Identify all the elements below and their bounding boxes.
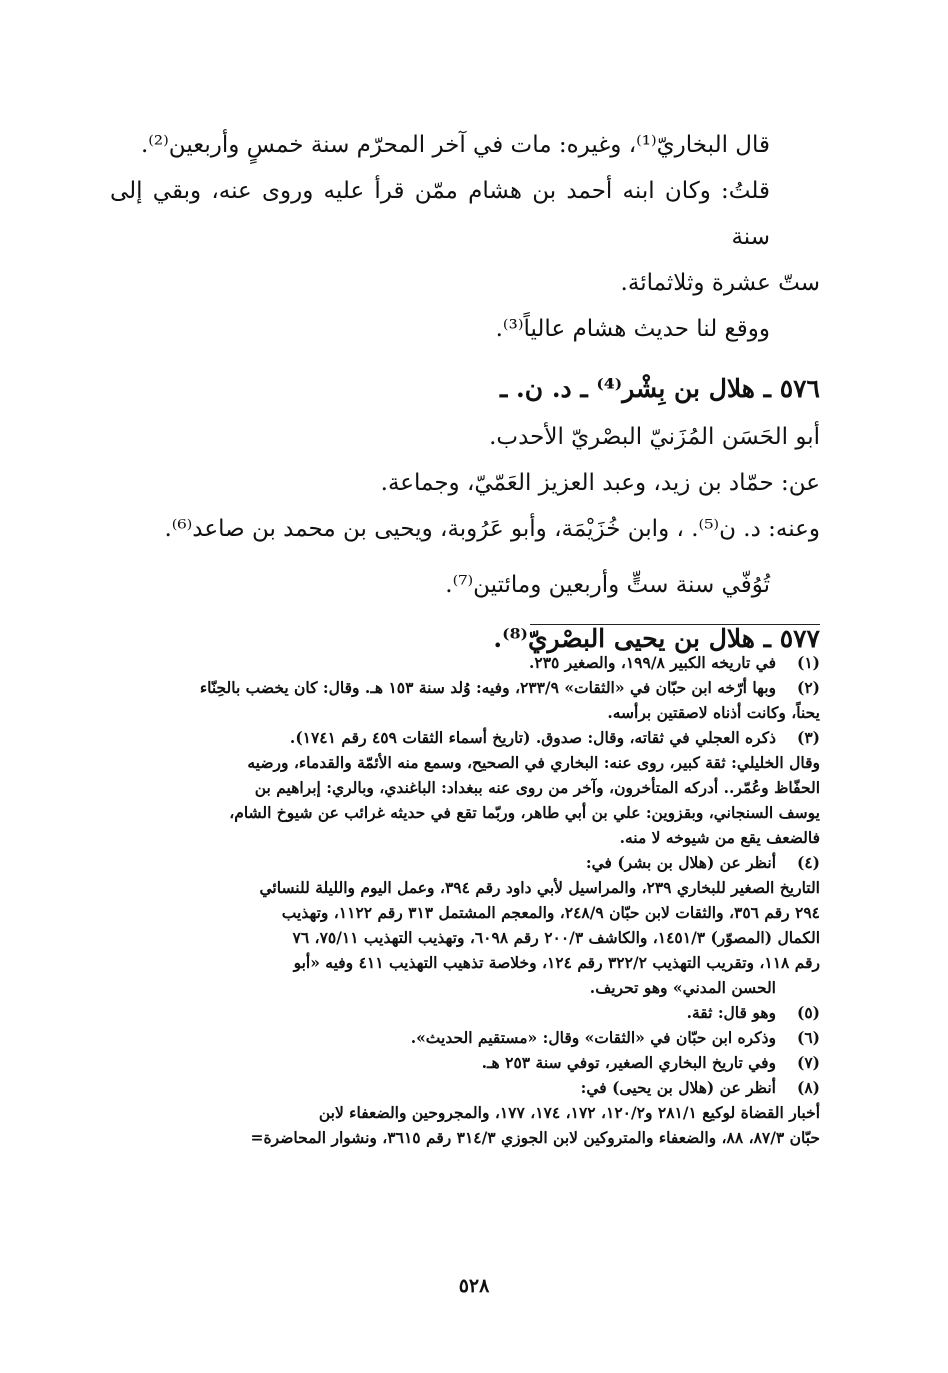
footnote-line: الكمال (المصوّر) ١٤٥١/٣، والكاشف ٢٠٠/٣ رقم ٦٠٩٨، وتهذيب التهذيب ٧٥/١١، ٧٦	[292, 928, 820, 947]
paragraph-death-year: تُوُفّي سنة ستٍّ وأربعين ومائتين⁽⁷⁾.	[445, 572, 770, 598]
footnote-line: الحسن المدني» وهو تحريف.	[589, 978, 776, 997]
footnote-2	[104, 675, 820, 700]
footnote-number: (٤)	[796, 853, 820, 872]
footnote-1	[104, 650, 820, 675]
footnote-8	[104, 1075, 820, 1100]
footnote-line: يحناً، وكانت أذناه لاصقتين برأسه.	[607, 703, 820, 722]
footnote-line: أنظر عن (هلال بن بشر) في:	[585, 853, 776, 872]
footnote-line: رقم ١١٨، وتقريب التهذيب ٣٢٢/٢ رقم ١٢٤، وخلاصة تذهيب التهذيب ٤١١ وفيه «أبو	[293, 953, 820, 972]
footnote-8-cont	[104, 1100, 820, 1150]
footnote-line: يوسف السنجاني، وبقزوين: علي بن أبي طاهر، وربّما تقع في حديثه غرائب عن شيوخ الشام،	[229, 803, 820, 822]
page-number: ٥٢٨	[458, 1275, 490, 1297]
paragraph-son-note-line1: قلتُ: وكان ابنه أحمد بن هشام ممّن قرأ عليه وروى عنه، وبقي إلى سنة	[110, 178, 770, 250]
footnote-3-cont	[104, 750, 820, 850]
footnote-number: (٦)	[796, 1028, 820, 1047]
footnote-4-cont	[104, 875, 820, 1000]
footnote-line: أخبار القضاة لوكيع ٢٨١/١ و١٢٠/٢، ١٧٢، ١٧٤، ١٧٧، والمجروحين والضعفاء لابن	[318, 1103, 820, 1122]
footnote-line: في تاريخه الكبير ١٩٩/٨، والصغير ٢٣٥.	[529, 653, 776, 672]
footnote-5	[104, 1000, 820, 1025]
footnote-line: وقال الخليلي: ثقة كبير، روى عنه: البخاري في الصحيح، وسمع منه الأئمّة والقدماء، ورضيه	[247, 753, 820, 772]
footnote-number: (٥)	[796, 1003, 820, 1022]
footnote-7	[104, 1050, 820, 1075]
footnote-separator	[530, 624, 820, 625]
footnote-line: ذكره العجلي في ثقاته، وقال: صدوق. (تاريخ أسماء الثقات ٤٥٩ رقم ١٧٤١).	[289, 728, 776, 747]
footnote-number: (٣)	[796, 728, 820, 747]
footnote-number: (١)	[796, 653, 820, 672]
footnote-line: أنظر عن (هلال بن يحيى) في:	[580, 1078, 776, 1097]
footnotes	[104, 650, 820, 1150]
entry-heading-576: ٥٧٦ ـ هلال بن بِشْر⁽⁴⁾ ـ د. ن. ـ	[500, 374, 820, 403]
paragraph-high-hadith: ووقع لنا حديث هشام عالياً⁽³⁾.	[495, 316, 770, 342]
footnote-line: وبها أرّخه ابن حبّان في «الثقات» ٢٣٣/٩، وفيه: وُلد سنة ١٥٣ هـ. وقال: كان يخضب بالحِنّاء	[199, 678, 776, 697]
paragraph-narrated-from: عن: حمّاد بن زيد، وعبد العزيز العَمّيّ، وجماعة.	[380, 470, 820, 496]
footnote-6	[104, 1025, 820, 1050]
footnote-line: وفي تاريخ البخاري الصغير، توفي سنة ٢٥٣ هـ.	[481, 1053, 776, 1072]
footnote-number: (٧)	[796, 1053, 820, 1072]
paragraph-kunya: أبو الحَسَن المُزَنيّ البصْريّ الأحدب.	[489, 424, 820, 450]
paragraph-narrated-by: وعنه: د. ن⁽⁵⁾. ، وابن خُزَيْمَة، وأبو عَرُوبة، ويحيى بن محمد بن صاعد⁽⁶⁾.	[164, 516, 820, 542]
footnote-line: وذكره ابن حبّان في «الثقات» وقال: «مستقيم الحديث».	[410, 1028, 776, 1047]
footnote-line: ٢٩٤ رقم ٣٥٦، والثقات لابن حبّان ٢٤٨/٩، والمعجم المشتمل ٣١٣ رقم ١١٢٢، وتهذيب	[281, 903, 820, 922]
footnote-4	[104, 850, 820, 875]
footnote-line: فالضعف يقع من شيوخه لا منه.	[619, 828, 820, 847]
footnote-3	[104, 725, 820, 750]
paragraph-death-note: قال البخاريّ⁽¹⁾، وغيره: مات في آخر المحرّم سنة خمسٍ وأربعين⁽²⁾.	[140, 132, 770, 158]
footnote-line: التاريخ الصغير للبخاري ٢٣٩، والمراسيل لأبي داود رقم ٣٩٤، وعمل اليوم والليلة للنسائي	[259, 878, 820, 897]
main-text	[110, 122, 820, 664]
footnote-line: وهو قال: ثقة.	[686, 1003, 776, 1022]
entry-heading-577: ٥٧٧ ـ هلال بن يحيى البصْريّ⁽⁸⁾.	[493, 624, 820, 653]
paragraph-son-note-line2: ستّ عشرة وثلاثمائة.	[620, 270, 820, 296]
footnote-2-cont	[104, 700, 820, 725]
footnote-number: (٨)	[796, 1078, 820, 1097]
footnote-line: حبّان ٨٧/٣، ٨٨، والضعفاء والمتروكين لابن الجوزي ٣١٤/٣ رقم ٣٦١٥، ونشوار المحاضرة=	[250, 1128, 820, 1147]
footnote-line: الحفّاظ وعُمّر.. أدركه المتأخرون، وآخر من روى عنه ببغداد: الباغندي، وبالري: إبراهيم بن	[254, 778, 820, 797]
footnote-number: (٢)	[796, 678, 820, 697]
